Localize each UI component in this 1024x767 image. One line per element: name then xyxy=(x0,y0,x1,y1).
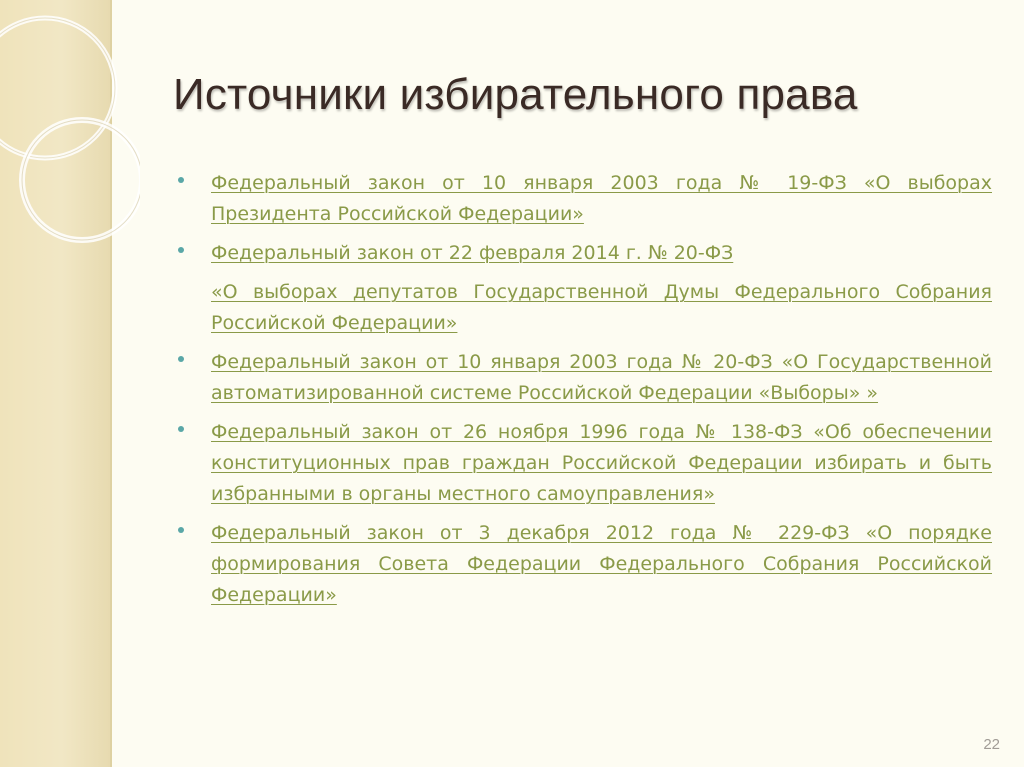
bullet-dot-icon xyxy=(178,177,184,183)
law-sources-list xyxy=(178,168,992,619)
list-item-continuation xyxy=(178,277,992,339)
bullet-dot-icon xyxy=(178,527,184,533)
list-item xyxy=(178,518,992,611)
page-number: 22 xyxy=(983,736,1000,753)
law-link[interactable]: «О выборах депутатов Государственной Думы Федерального Собрания Российской Федерации» xyxy=(211,281,992,334)
slide-title: Источники избирательного права xyxy=(173,70,858,119)
list-item xyxy=(178,168,992,230)
law-link[interactable]: Федеральный закон от 10 января 2003 года № 19-ФЗ «О выборах Президента Российской Федерации» xyxy=(211,172,992,225)
law-link[interactable]: Федеральный закон от 26 ноября 1996 года № 138-ФЗ «Об обеспечении конституционных прав граждан Российской Федерации избирать и быть избранными в органы местного самоуправления» xyxy=(211,421,992,505)
list-item xyxy=(178,417,992,510)
law-link[interactable]: Федеральный закон от 3 декабря 2012 года № 229-ФЗ «О порядке формирования Совета Федерации Федерального Собрания Российской Федерации» xyxy=(211,522,992,606)
bullet-dot-icon xyxy=(178,247,184,253)
decorative-circles xyxy=(0,0,140,260)
list-item xyxy=(178,238,992,269)
list-item xyxy=(178,347,992,409)
bullet-dot-icon xyxy=(178,356,184,362)
law-link[interactable]: Федеральный закон от 10 января 2003 года № 20-ФЗ «О Государственной автоматизированной системе Российской Федерации «Выборы» » xyxy=(211,351,992,404)
bullet-dot-icon xyxy=(178,426,184,432)
law-link[interactable]: Федеральный закон от 22 февраля 2014 г. № 20-ФЗ xyxy=(211,242,734,264)
